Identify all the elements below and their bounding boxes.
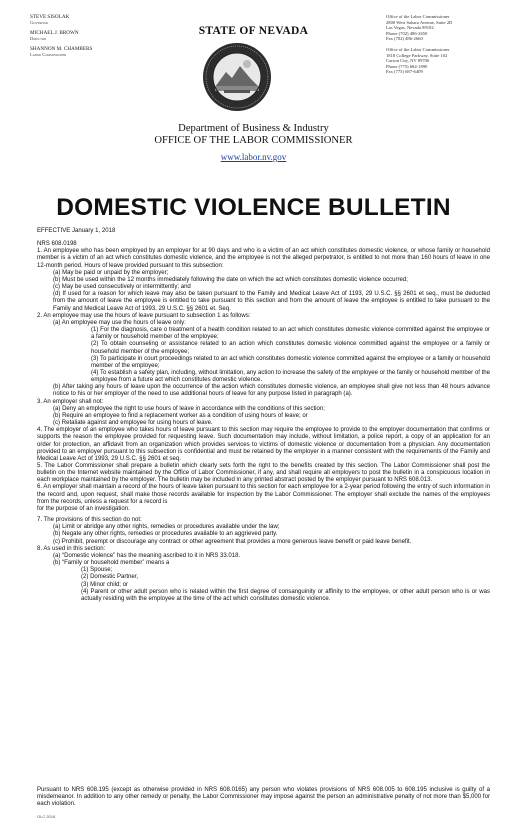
office-carson-city (386, 47, 502, 75)
office-name: OFFICE OF THE LABOR COMMISSIONER (154, 135, 353, 146)
staff-governor (30, 14, 150, 25)
section-8-b-4: (4) Parent or other adult person who is related within the first degree of consanguinity or affinity to the employee, or other adult person who is or was actually residing with the employee at the time of the act which constitutes domestic violence. (81, 588, 490, 602)
office-line: 2800 West Sahara Avenue, Suite 2D (386, 19, 453, 25)
office-line: Las Vegas, Nevada 89102 (386, 25, 434, 31)
office-line: Office of the Labor Commissioner (386, 46, 450, 52)
department-name: Department of Business & Industry (178, 123, 329, 134)
state-seal-icon (202, 42, 272, 112)
section-8-b-2: (2) Domestic Partner, (81, 574, 139, 581)
state-title: STATE OF NEVADA (198, 25, 309, 37)
section-1-d: (d) If used for a reason for which leave may also be taken pursuant to the Family and Medical Leave Act of 1193, 29 U.S.C. §§ 2601 et seq., must be deducted from the amount of leave the employee is entitled to take pursuant to this section and from the amount of leave the employee is entitled to take pursuant to the Family and Medical Leave Act of 1993, 29 U.S.C. §§ 2601 et. Seq. (53, 291, 490, 312)
staff-name: SHANNON M. CHAMBERS (30, 46, 93, 53)
form-code: OLC 2018 (37, 814, 56, 819)
staff-labor-commissioner (30, 46, 150, 57)
section-7: 7. The provisions of this section do not: (37, 517, 142, 524)
section-6: 6. An employer shall maintain a record of the hours of leave taken pursuant to this section for each employee for a 2-year period following the entry of such information in the record and, upon request, shall make those records available for inspection by the Labor Commissioner. The employer shall exclude the names of the employees from the records, unless a request for a record is (37, 484, 490, 505)
office-las-vegas (386, 14, 502, 42)
section-8: 8. As used in this section: (37, 545, 106, 552)
bulletin-title: DOMESTIC VIOLENCE BULLETIN (56, 194, 451, 221)
section-3-b: (b) Require an employee to find a replacement worker as a condition of using hours of leave; or (53, 412, 308, 419)
staff-role: Director (30, 36, 47, 42)
section-1-a: (a) May be paid or unpaid by the employer; (53, 269, 169, 276)
section-2-a-3: (3) To participate in court proceedings related to an act which constitutes domestic violence committed against the employee or a family or household member of the employee; (91, 355, 490, 369)
section-2: 2. An employee may use the hours of leave pursuant to subsection 1 as follows: (37, 312, 251, 319)
staff-role: Labor Commissioner (30, 52, 67, 58)
section-7-b: (b) Negate any other rights, remedies or procedures available to an aggrieved party. (53, 531, 278, 538)
section-3: 3. An employer shall not: (37, 398, 104, 405)
section-8-b-1: (1) Spouse; (81, 567, 113, 574)
letterhead-offices (386, 14, 502, 80)
staff-director (30, 30, 150, 41)
section-1: 1. An employee who has been employed by an employer for at 90 days and who is a victim of an act which constitutes domestic violence, or whose family or household member is a victim of an act which constitutes domestic violence, and the employee is not the alleged perpetrator, is entitled to not more than 160 hours of leave in one 12-month period. Hours of leave provided pursuant to this subsection: (37, 248, 490, 269)
website-link[interactable]: www.labor.nv.gov (220, 152, 287, 162)
section-8-a: (a) “Domestic violence” has the meaning ascribed to it in NRS 33.018. (53, 552, 241, 559)
office-line: Phone (702) 486-2650 (386, 30, 428, 36)
office-line: Office of the Labor Commissioner (386, 14, 450, 19)
section-8-b: (b) “Family or household member” means a (53, 560, 170, 567)
section-2-a-1: (1) For the diagnosis, care o treatment of a health condition related to an act which constitutes domestic violence committed against the employee or a family or household member of the employee; (91, 327, 490, 341)
staff-name: MICHAEL J. BROWN (30, 30, 79, 37)
section-2-b: (b) After taking any hours of leave upon the occurrence of the action which constitutes domestic violence, an employee shall give not less than 48 hours advance notice to his or her employer of the need to use additional hours of leave for any purpose listed in paragraph (a). (53, 384, 490, 398)
section-1-b: (b) Must be used within the 12 months immediately following the date on which the act which constitutes domestic violence occurred; (53, 276, 408, 283)
section-8-b-3: (3) Minor child; or (81, 581, 129, 588)
section-2-a-4: (4) To establish a safety plan, including, without limitation, any action to increase the safety of the employee or the family or household member of the employee from a future act which constitutes domestic violence. (91, 369, 490, 384)
section-2-a-2: (2) To obtain counseling or assistance related to an action which constitutes domestic violence committed against the employee or a family or household member of the employee; (91, 341, 490, 355)
section-1-c: (c) May be used consecutively or intermittently; and (53, 284, 191, 291)
staff-role: Governor (30, 20, 48, 25)
staff-name: STEVE SISOLAK (30, 14, 70, 20)
statute-number: NRS 608.0198 (37, 241, 77, 248)
letterhead-staff (30, 14, 150, 63)
office-line: Fax (702) 486-2660 (386, 36, 423, 42)
section-7-a: (a) Limit or abridge any other rights, remedies or procedures available under the law; (53, 524, 280, 531)
section-5: 5. The Labor Commissioner shall prepare a bulletin which clearly sets forth the right to the benefits created by this section. The Labor Commissioner shall post the bulletin on the Internet website maintained by the Office of Labor Commissioner, if any, and shall require all employers to post the bulletin in a conspicuous location in each workplace maintained by the employer. The bulletin may be included in any printed abstract posted by the employer pursuant to NRS 608.013. (37, 463, 490, 484)
section-7-c: (c) Prohibit, preempt or discourage any contract or other agreement that provides a more generous leave benefit or paid leave benefit. (53, 538, 412, 545)
penalty-notice: Pursuant to NRS 608.195 (except as otherwise provided in NRS 608.0165) any person who violates provisions of NRS 608.005 to 608.195 inclusive is guilty of a misdemeanor. In addition to any other remedy or penalty, the Labor Commissioner may impose against the person an administrative penalty of not more than $5,000 for each violation. (37, 787, 490, 808)
effective-date: EFFECTIVE January 1, 2018 (37, 228, 116, 234)
bulletin-body (37, 228, 490, 603)
office-line: Phone (775) 684-1890 (386, 63, 428, 69)
section-6-cont: for the purpose of an investigation. (37, 505, 130, 512)
section-4: 4. The employer of an employee who takes hours of leave pursuant to this section may require the employee to provide to the employer documentation that confirms or supports the reason the employee provided for requesting leave. Such documentation may include, without limitation, a police report, a copy of an application for an order for protection, an affidavit from an organization which provides services to victims of domestic violence or documentation from a physician. Any documentation provided to an employer pursuant to this subsection is confidential and must be retained by the employer in a manner consistent with the requirements of the Family and Medical Leave Act of 1993, 29 U.S.C. §§ 2601 et seq. (37, 427, 490, 462)
section-3-c: (c) Retaliate against and employee for using hours of leave. (53, 420, 213, 427)
section-3-a: (a) Deny an employee the right to use hours of leave in accordance with the conditions of this section; (53, 405, 325, 412)
office-line: Fax (775) 687-6409 (386, 69, 423, 75)
section-2-a: (a) An employee may use the hours of leave only: (53, 319, 186, 326)
office-line: 1818 College Parkway, Suite 102 (386, 52, 448, 58)
office-line: Carson City, NV 89706 (386, 58, 430, 64)
